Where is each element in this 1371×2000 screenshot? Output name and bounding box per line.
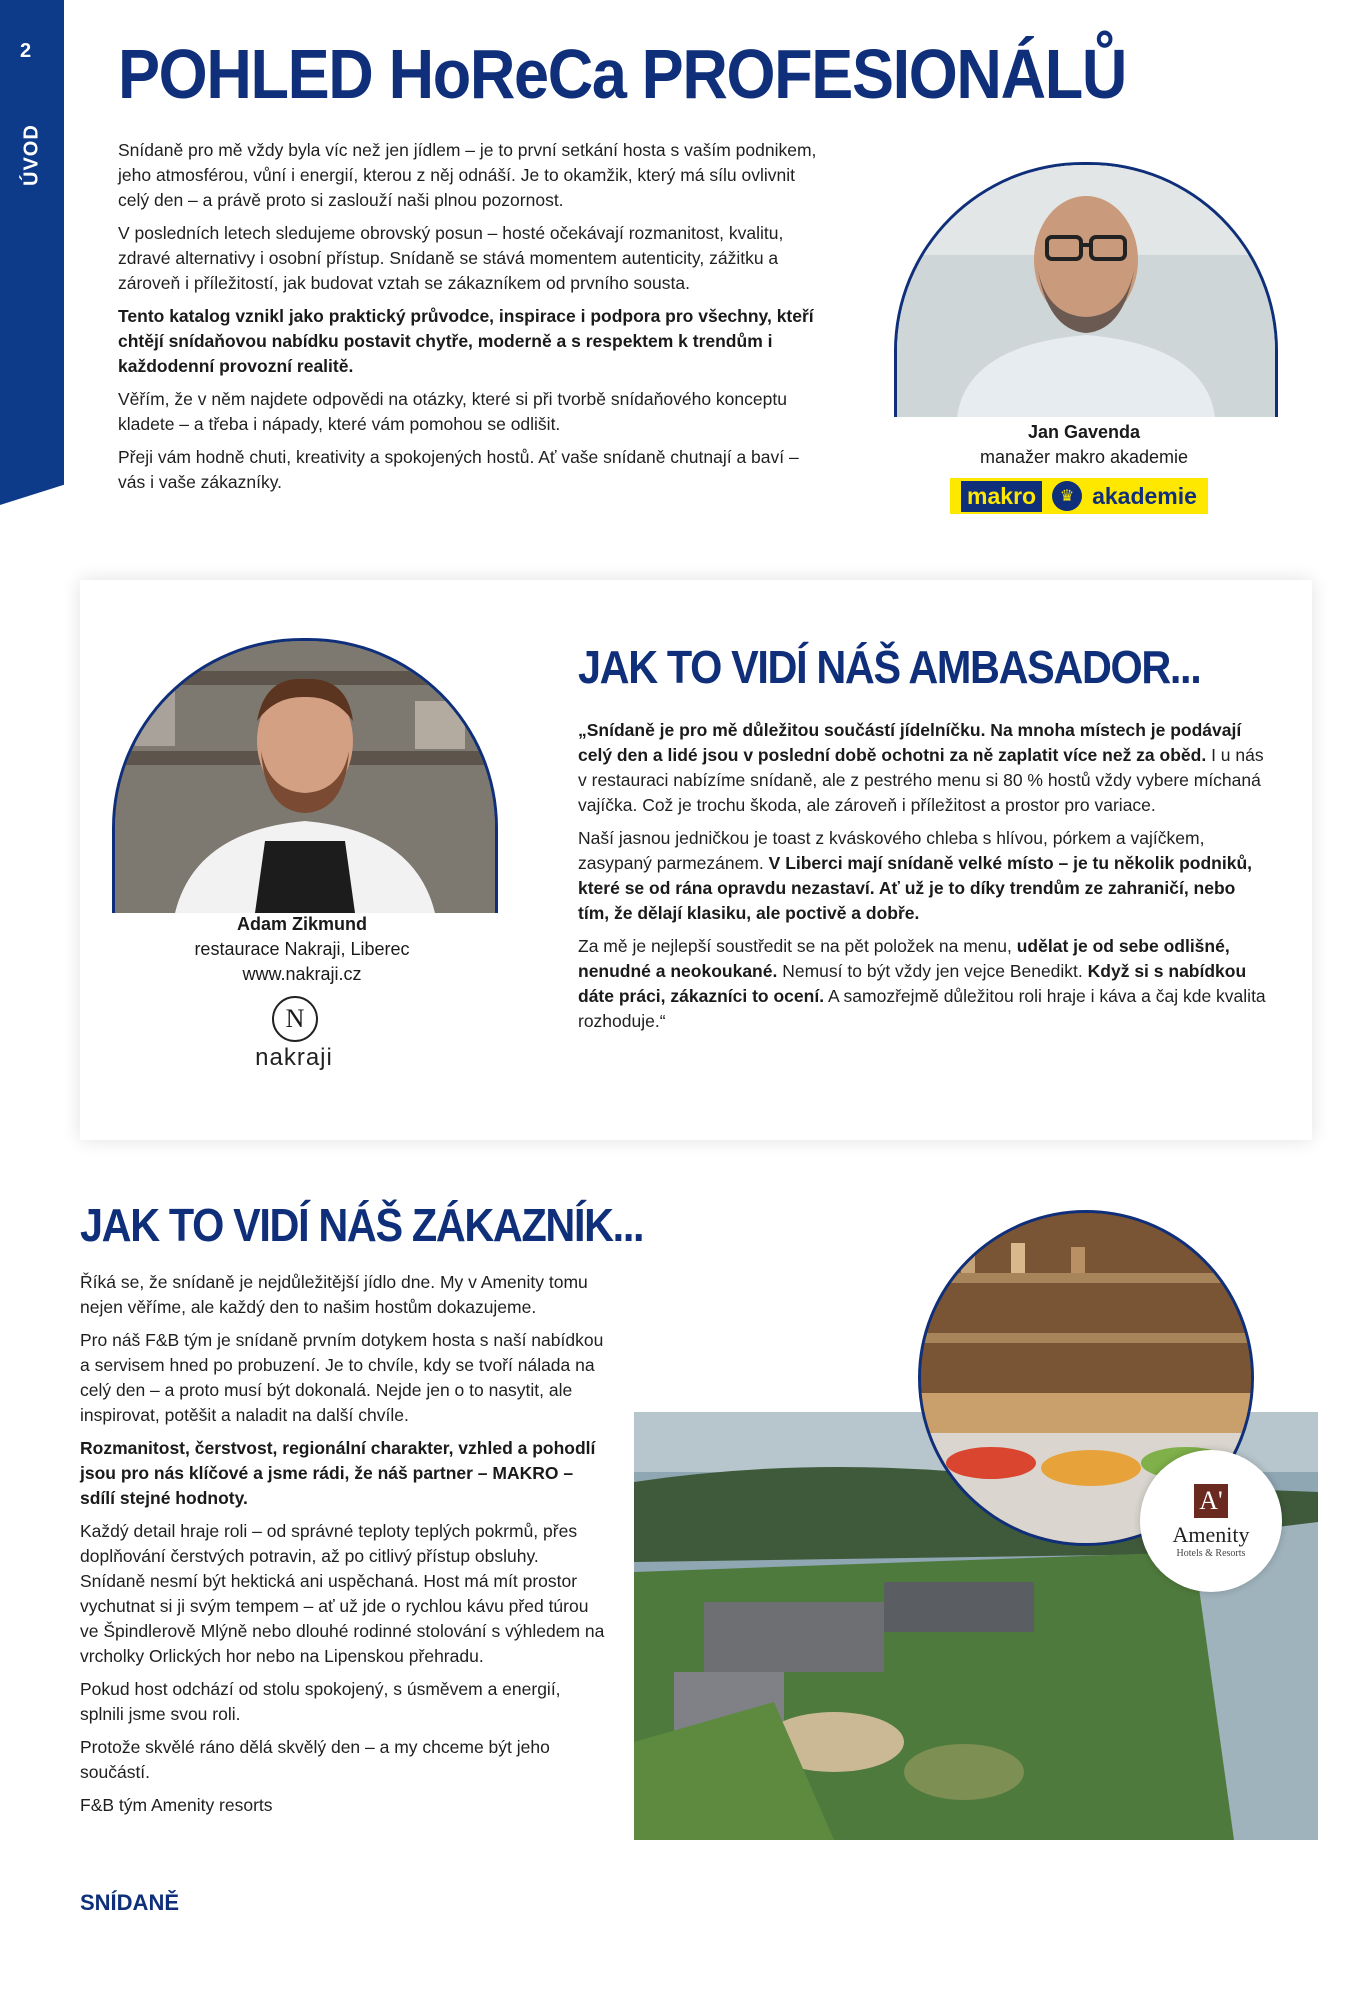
customer-paragraph: Protože skvělé ráno dělá skvělý den – a my chceme být jeho součástí.: [80, 1737, 550, 1782]
intro-paragraph: Přeji vám hodně chuti, kreativity a spokojených hostů. Ať vaše snídaně chutnají a baví – vás i vaše zákazníky.: [118, 447, 799, 492]
makro-akademie-logo: [950, 478, 1208, 514]
person-web: www.nakraji.cz: [242, 964, 362, 984]
nakraji-logo-icon: N: [272, 996, 318, 1042]
logo-makro-text: makro: [961, 481, 1042, 512]
portrait-illustration-icon: [897, 165, 1275, 417]
intro-paragraph-bold: Tento katalog vznikl jako praktický průvodce, inspirace i podpora pro všechny, kteří chtějí snídaňovou nabídku postavit chytře, moderně a s respektem k trendům i každodenní provozní realitě.: [118, 306, 814, 376]
ambassador-title: JAK TO VIDÍ NÁŠ AMBASADOR...: [578, 641, 1201, 693]
page-title: POHLED HoReCa PROFESIONÁLŮ: [118, 35, 1126, 113]
amenity-logo-name: Amenity: [1172, 1521, 1250, 1547]
portrait-jan-gavenda: [894, 162, 1278, 417]
customer-paragraph-bold: Rozmanitost, čerstvost, regionální charakter, vzhled a pohodlí jsou pro nás klíčové a jsme rádi, že náš partner – MAKRO – sdílí stejné hodnoty.: [80, 1438, 596, 1508]
ambassador-paragraph: Naší jasnou jedničkou je toast z kváskového chleba s hlívou, pórkem a vajíčkem, zasypaný parmezánem. V Liberci mají snídaně velké místo – je tu několik podniků, které se od rána opravdu nezastaví. Ať už je to díky trendům ze zahraničí, nebo tím, že dělají klasiku, ale poctivě a dobře.: [578, 828, 1252, 923]
intro-paragraph: Věřím, že v něm najdete odpovědi na otázky, které si při tvorbě snídaňového konceptu kladete – a třeba i nápady, které vám pomohou se odlišit.: [118, 389, 787, 434]
person-place: restaurace Nakraji, Liberec: [194, 939, 410, 959]
customer-signature: F&B tým Amenity resorts: [80, 1795, 273, 1815]
ambassador-paragraph: „Snídaně je pro mě důležitou součástí jídelníčku. Na mnoha místech je podávají celý den a lidé jsou v poslední době ochotni za ně zaplatit více než za oběd. I u nás v restauraci nabízíme snídaně, ale z pestrého menu si 80 % hostů vždy vybere míchaná vajíčka. Což je trochu škoda, ale zároveň i příležitost a prostor pro variace.: [578, 720, 1264, 815]
ambassador-paragraph: Za mě je nejlepší soustředit se na pět položek na menu, udělat je od sebe odlišné, nenudné a neokoukané. Nemusí to být vždy jen vejce Benedikt. Když si s nabídkou dáte práci, zákazníci to ocení. A samozřejmě důležitou roli hraje i káva a čaj kde kvalita rozhoduje.“: [578, 936, 1266, 1031]
amenity-logo-mark-icon: A': [1194, 1484, 1228, 1518]
logo-akademie-text: akademie: [1092, 482, 1197, 509]
customer-paragraph: Pro náš F&B tým je snídaně prvním dotykem hosta s naší nabídkou a servisem hned po probuzení. Je to chvíle, kdy se tvoří nálada na celý den – a proto musí být dokonalá. Nejde jen o to nasytit, ale inspirovat, potěšit a naladit na další chvíle.: [80, 1330, 604, 1425]
intro-paragraph: Snídaně pro mě vždy byla víc než jen jídlem – je to první setkání hosta s vaším podnikem, jeho atmosférou, vůní i energií, kterou z něj odnáší. Je to okamžik, který má sílu ovlivnit celý den – a právě proto si zaslouží naši plnou pozornost.: [118, 140, 817, 210]
customer-paragraph: Každý detail hraje roli – od správné teploty teplých pokrmů, přes doplňování čerstvých potravin, až po citlivý přístup obsluhy. Snídaně nesmí být hektická ani uspěchaná. Host má mít prostor vychutnat si ji svým tempem – ať už jde o rychlou kávu před túrou ve Špindlerově Mlýně nebo dlouhé rodinné stolování s výhledem na vrcholky Orlických hor nebo na Lipenskou přehradu.: [80, 1521, 605, 1666]
section-tab: [0, 0, 64, 505]
ambassador-text: [578, 718, 1268, 1042]
amenity-logo-sub: Hotels & Resorts: [1176, 1547, 1246, 1559]
person-role: manažer makro akademie: [979, 447, 1189, 467]
intro-text: [118, 138, 818, 503]
section-label: ÚVOD: [20, 124, 43, 186]
customer-paragraph: Pokud host odchází od stolu spokojený, s úsměvem a energií, splnili jsme svou roli.: [80, 1679, 561, 1724]
customer-title: JAK TO VIDÍ NÁŠ ZÁKAZNÍK...: [80, 1199, 644, 1251]
caption-adam-zikmund: [152, 912, 452, 987]
chef-hat-icon: ♛: [1052, 481, 1082, 511]
nakraji-logo-text: nakraji: [255, 1044, 333, 1071]
amenity-logo: [1140, 1450, 1282, 1592]
person-name: Jan Gavenda: [1027, 422, 1141, 442]
caption-jan-gavenda: [944, 420, 1224, 470]
customer-text: [80, 1270, 605, 1826]
footer-label: SNÍDANĚ: [80, 1890, 180, 1915]
person-name: Adam Zikmund: [236, 914, 367, 934]
page-number: 2: [20, 40, 32, 62]
intro-paragraph: V posledních letech sledujeme obrovský posun – hosté očekávají rozmanitost, kvalitu, zdravé alternativy i osobní přístup. Snídaně se stává momentem autenticity, zážitku a zároveň i příležitostí, jak budovat vztah se zákazníkem od prvního sousta.: [118, 223, 784, 293]
customer-paragraph: Říká se, že snídaně je nejdůležitější jídlo dne. My v Amenity tomu nejen věříme, ale každý den to našim hostům dokazujeme.: [80, 1272, 588, 1317]
